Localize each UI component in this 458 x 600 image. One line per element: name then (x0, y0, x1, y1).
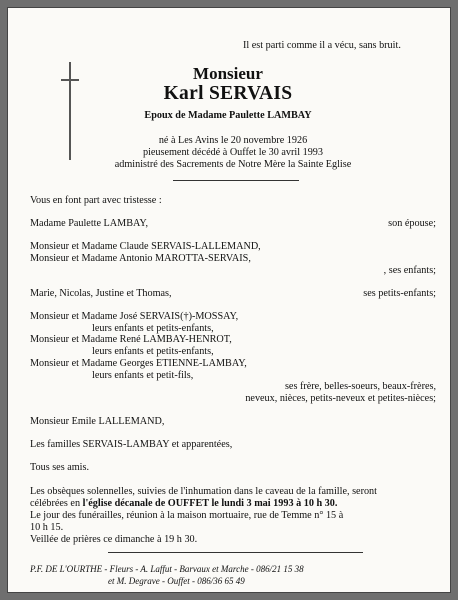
honorific: Monsieur (193, 64, 263, 83)
children-role: , ses enfants; (383, 265, 436, 276)
cross-icon (69, 62, 71, 160)
siblings-role-1: ses frère, belles-soeurs, beaux-frères, (284, 381, 436, 392)
footer-line-1: P.F. DE L'OURTHE - Fleurs - A. Laffut - Barvaux et Marche - 086/21 15 38 (30, 564, 304, 574)
funeral-line-2-pre: célébrées en (30, 498, 83, 509)
siblings-role-2: neveux, nièces, petits-neveux et petites-nièces; (245, 393, 436, 404)
funeral-church-date: l'église décanale de OUFFET le lundi 3 mai 1993 à 10 h 30. (82, 498, 338, 509)
sibling-1: Monsieur et Madame José SERVAIS(†)-MOSSAY, (30, 311, 239, 322)
vigil-line: Veillée de prières ce dimanche à 19 h 30. (30, 534, 198, 545)
birth-line: né à Les Avins le 20 novembre 1926 (158, 135, 308, 146)
child-2: Monsieur et Madame Antonio MAROTTA-SERVAIS, (30, 253, 251, 264)
other-relative: Monsieur Emile LALLEMAND, (30, 416, 165, 427)
death-line: pieusement décédé à Ouffet le 30 avril 1993 (142, 147, 323, 158)
sibling-1-family: leurs enfants et petits-enfants, (92, 323, 214, 334)
divider-bottom (108, 552, 363, 553)
deceased-name: Karl SERVAIS (163, 83, 293, 104)
friends-line: Tous ses amis. (30, 462, 89, 473)
sacrament-line: administré des Sacrements de Notre Mère la Sainte Eglise (114, 159, 352, 170)
footer-line-2: et M. Degrave - Ouffet - 086/36 65 49 (108, 576, 245, 586)
spouse-role: son épouse; (388, 218, 436, 229)
divider-top (173, 180, 299, 181)
sibling-2-family: leurs enfants et petits-enfants, (92, 346, 214, 357)
epigraph: Il est parti comme il a vécu, sans bruit. (243, 40, 401, 51)
funeral-line-3: Le jour des funérailles, réunion à la maison mortuaire, rue de Temme n° 15 à (30, 510, 344, 521)
funeral-line-4: 10 h 15. (30, 522, 64, 533)
funeral-line-2 (30, 498, 337, 509)
sibling-2: Monsieur et Madame René LAMBAY-HENROT, (30, 334, 232, 345)
cross-icon-bar (61, 79, 79, 81)
funeral-line-1: Les obsèques solennelles, suivies de l'inhumation dans le caveau de la famille, seront (30, 486, 377, 497)
sibling-3: Monsieur et Madame Georges ETIENNE-LAMBAY, (30, 358, 247, 369)
spouse-name: Madame Paulette LAMBAY, (30, 218, 148, 229)
families-line: Les familles SERVAIS-LAMBAY et apparentées, (30, 439, 233, 450)
grandchildren-names: Marie, Nicolas, Justine et Thomas, (30, 288, 172, 299)
obituary-card (7, 7, 451, 593)
grandchildren-role: ses petits-enfants; (363, 288, 436, 299)
sibling-3-family: leurs enfants et petit-fils, (92, 370, 194, 381)
spouse-line: Epoux de Madame Paulette LAMBAY (144, 110, 312, 121)
child-1: Monsieur et Madame Claude SERVAIS-LALLEMAND, (30, 241, 261, 252)
intro-text: Vous en font part avec tristesse : (30, 195, 162, 206)
